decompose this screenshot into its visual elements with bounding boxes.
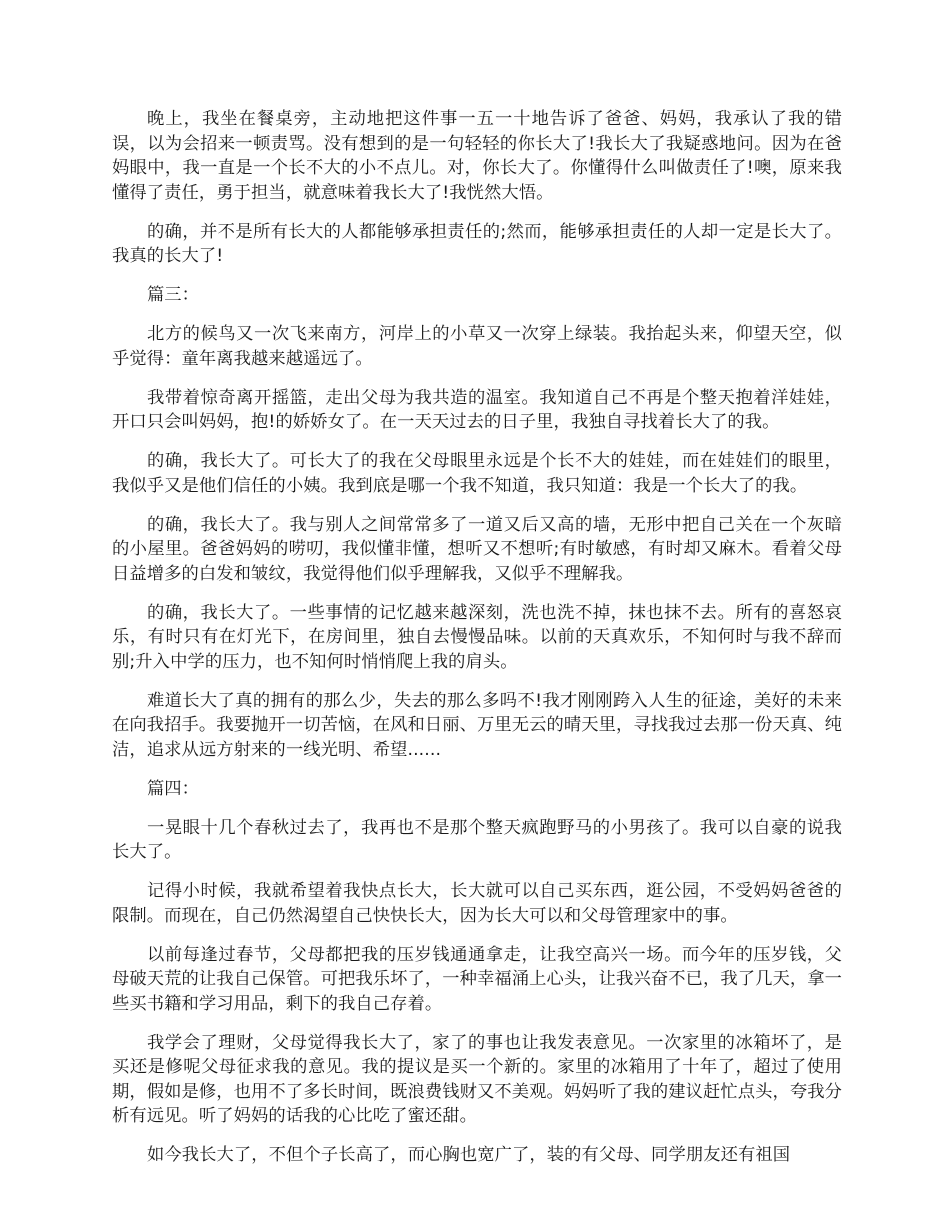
paragraph: 我带着惊奇离开摇篮，走出父母为我共造的温室。我知道自己不再是个整天抱着洋娃娃，开口只会叫妈妈，抱!的娇娇女了。在一天天过去的日子里，我独自寻找着长大了的我。: [112, 387, 842, 432]
section-heading: 篇四：: [147, 778, 199, 799]
paragraph: 晚上，我坐在餐桌旁，主动地把这件事一五一十地告诉了爸爸、妈妈，我承认了我的错误，以为会招来一顿责骂。没有想到的是一句轻轻的你长大了!我长大了我疑惑地问。因为在爸妈眼中，我一直是一个长不大的小不点儿。对，你长大了。你懂得什么叫做责任了!噢，原来我懂得了责任，勇于担当，就意味着我长大了!我恍然大悟。: [112, 109, 842, 203]
paragraph: 记得小时候，我就希望着我快点长大，长大就可以自己买东西，逛公园，不受妈妈爸爸的限制。而现在，自己仍然渴望自己快快长大，因为长大可以和父母管理家中的事。: [112, 881, 842, 926]
paragraph: 难道长大了真的拥有的那么少，失去的那么多吗不!我才刚刚跨入人生的征途，美好的未来在向我招手。我要抛开一切苦恼，在风和日丽、万里无云的晴天里，寻找我过去那一份天真、纯洁，追求从远方射来的一线光明、希望......: [112, 690, 843, 760]
paragraph: 以前每逢过春节，父母都把我的压岁钱通通拿走，让我空高兴一场。而今年的压岁钱，父母破天荒的让我自己保管。可把我乐坏了，一种幸福涌上心头，让我兴奋不已，我了几天，拿一些买书籍和学习用品，剩下的我自己存着。: [112, 944, 843, 1014]
section-heading: 篇三：: [147, 285, 199, 305]
paragraph: 的确，我长大了。我与别人之间常常多了一道又后又高的墙，无形中把自己关在一个灰暗的小屋里。爸爸妈妈的唠叨，我似懂非懂，想听又不想听;有时敏感，有时却又麻木。看着父母日益增多的白发和皱纹，我觉得他们似乎理解我，又似乎不理解我。: [112, 514, 842, 584]
paragraph: 的确，我长大了。一些事情的记忆越来越深刻，洗也洗不掉，抹也抹不去。所有的喜怒哀乐，有时只有在灯光下，在房间里，独自去慢慢品味。以前的天真欢乐，不知何时与我不辞而别;升入中学的压力，也不知何时悄悄爬上我的肩头。: [112, 602, 842, 672]
paragraph: 的确，并不是所有长大的人都能够承担责任的;然而，能够承担责任的人却一定是长大了。我真的长大了!: [112, 221, 842, 266]
document-page: [112, 107, 842, 1182]
paragraph: 北方的候鸟又一次飞来南方，河岸上的小草又一次穿上绿装。我抬起头来，仰望天空，似乎觉得：童年离我越来越遥远了。: [112, 324, 842, 369]
paragraph: 我学会了理财，父母觉得我长大了，家了的事也让我发表意见。一次家里的冰箱坏了，是买还是修呢父母征求我的意见。我的提议是买一个新的。家里的冰箱用了十年了，超过了使用期，假如是修，也用不了多长时间，既浪费钱财又不美观。妈妈听了我的建议赶忙点头，夸我分析有远见。听了妈妈的话我的心比吃了蜜还甜。: [112, 1032, 843, 1126]
paragraph: 的确，我长大了。可长大了的我在父母眼里永远是个长不大的娃娃，而在娃娃们的眼里，我似乎又是他们信任的小姨。我到底是哪一个我不知道，我只知道：我是一个长大了的我。: [112, 451, 842, 496]
paragraph: 一晃眼十几个春秋过去了，我再也不是那个整天疯跑野马的小男孩了。我可以自豪的说我长大了。: [112, 817, 842, 862]
paragraph: 如今我长大了，不但个子长高了，而心胸也宽广了，装的有父母、同学朋友还有祖国: [147, 1145, 791, 1165]
